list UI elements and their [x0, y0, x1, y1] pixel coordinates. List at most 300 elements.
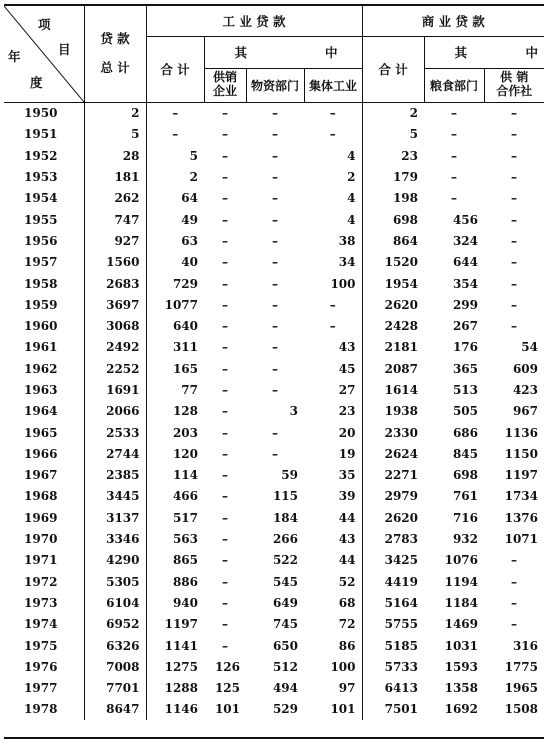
year-cell: 1954 — [4, 188, 84, 209]
supply-coop-cell: 54 — [521, 340, 538, 355]
supply-enterprise-cell: – — [222, 489, 228, 504]
year-cell: 1957 — [4, 252, 84, 273]
total-cell: 927 — [84, 230, 146, 251]
supply-enterprise-cell: – — [222, 340, 228, 355]
materials-dept-cell: 745 — [272, 617, 298, 632]
industrial-among-left: 其 — [234, 45, 248, 60]
supply-enterprise-cell: – — [222, 574, 228, 589]
year-cell: 1964 — [4, 401, 84, 422]
supply-coop-cell: – — [511, 170, 517, 185]
industrial-subtotal-cell: 640 — [172, 319, 198, 334]
supply-coop-cell: – — [511, 233, 517, 248]
table-row — [4, 209, 544, 230]
table-row — [4, 614, 544, 635]
year-cell: 1966 — [4, 443, 84, 464]
table-row — [4, 252, 544, 273]
table-row — [4, 656, 544, 677]
total-cell: 7008 — [84, 656, 146, 677]
year-cell: 1961 — [4, 337, 84, 358]
collective-industry-cell: 101 — [304, 699, 362, 720]
collective-industry-cell: 44 — [304, 507, 362, 528]
table-row — [4, 465, 544, 486]
total-cell: 8647 — [84, 699, 146, 720]
materials-dept-header: 物资部门 — [246, 68, 304, 102]
materials-dept-cell: – — [272, 233, 278, 248]
grain-dept-cell: 505 — [452, 404, 478, 419]
commercial-subtotal-header: 合 计 — [362, 36, 424, 102]
supply-enterprise-cell: – — [222, 425, 228, 440]
materials-dept-cell: – — [272, 276, 278, 291]
industrial-subtotal-cell: 1275 — [164, 659, 198, 674]
supply-enterprise-cell: – — [222, 170, 228, 185]
commercial-subtotal-cell: 5 — [409, 127, 418, 142]
table-row — [4, 379, 544, 400]
supply-coop-cell: 1136 — [504, 425, 538, 440]
supply-enterprise-cell: – — [222, 106, 228, 121]
table-row — [4, 528, 544, 549]
commercial-subtotal-cell: 3425 — [384, 553, 418, 568]
materials-dept-cell: – — [272, 340, 278, 355]
grain-dept-cell: 1031 — [444, 638, 478, 653]
supply-coop-cell: – — [511, 276, 517, 291]
industrial-subtotal-cell: 2 — [189, 170, 198, 185]
supply-coop-line2: 合作社 — [496, 84, 533, 98]
year-cell: 1960 — [4, 315, 84, 336]
table-row — [4, 102, 544, 124]
commercial-loans-header: 商 业 贷 款 — [362, 6, 544, 36]
corner-year-label: 年 — [8, 49, 21, 64]
industrial-subtotal-cell: 64 — [181, 191, 198, 206]
grain-dept-cell: – — [451, 106, 457, 121]
commercial-subtotal-cell: 5755 — [384, 617, 418, 632]
industrial-subtotal-cell: 49 — [181, 212, 198, 227]
total-cell: 1691 — [84, 379, 146, 400]
grain-dept-cell: 1184 — [444, 595, 478, 610]
supply-enterprise-cell: – — [222, 319, 228, 334]
commercial-subtotal-cell: 5185 — [384, 638, 418, 653]
year-cell: 1968 — [4, 486, 84, 507]
supply-coop-cell: – — [511, 148, 517, 163]
commercial-subtotal-cell: 2620 — [384, 510, 418, 525]
industrial-subtotal-cell: 886 — [172, 574, 198, 589]
table-row — [4, 145, 544, 166]
industrial-subtotal-cell: 517 — [172, 510, 198, 525]
year-cell: 1975 — [4, 635, 84, 656]
year-cell: 1973 — [4, 592, 84, 613]
table-row — [4, 443, 544, 464]
total-cell: 2683 — [84, 273, 146, 294]
corner-mu-label: 目 — [58, 42, 71, 57]
total-cell: 2066 — [84, 401, 146, 422]
collective-industry-header: 集体工业 — [304, 68, 362, 102]
industrial-subtotal-cell: – — [172, 127, 179, 142]
table-row — [4, 358, 544, 379]
supply-coop-cell: 316 — [512, 638, 538, 653]
materials-dept-cell: 522 — [272, 553, 298, 568]
grain-dept-cell: 267 — [452, 319, 478, 334]
materials-dept-cell: 649 — [272, 595, 298, 610]
grain-dept-cell: 1194 — [444, 574, 478, 589]
industrial-subtotal-cell: 5 — [189, 148, 198, 163]
total-cell: 4290 — [84, 550, 146, 571]
industrial-subtotal-cell: 865 — [172, 553, 198, 568]
table-row — [4, 635, 544, 656]
industrial-subtotal-cell: 63 — [181, 233, 198, 248]
materials-dept-cell: 529 — [272, 702, 298, 717]
total-loans-line1: 贷 款 — [100, 31, 130, 47]
materials-dept-cell: – — [272, 297, 278, 312]
supply-coop-cell: 1965 — [504, 681, 538, 696]
collective-industry-cell: 23 — [304, 401, 362, 422]
year-cell: 1978 — [4, 699, 84, 720]
industrial-subtotal-cell: 165 — [172, 361, 198, 376]
materials-dept-cell: – — [272, 170, 278, 185]
table-row — [4, 401, 544, 422]
supply-coop-cell: – — [511, 127, 517, 142]
year-cell: 1971 — [4, 550, 84, 571]
table-row — [4, 422, 544, 443]
grain-dept-cell: 324 — [452, 233, 478, 248]
industrial-subtotal-cell: 1146 — [164, 702, 198, 717]
commercial-subtotal-cell: 2 — [409, 106, 418, 121]
year-cell: 1972 — [4, 571, 84, 592]
total-cell: 3697 — [84, 294, 146, 315]
grain-dept-cell: 716 — [452, 510, 478, 525]
supply-enterprise-cell: – — [222, 255, 228, 270]
supply-enterprise-cell: – — [222, 297, 228, 312]
supply-coop-cell: 1376 — [504, 510, 538, 525]
total-cell: 3137 — [84, 507, 146, 528]
materials-dept-cell: – — [272, 446, 278, 461]
supply-coop-cell: – — [511, 595, 517, 610]
materials-dept-cell: – — [272, 148, 278, 163]
supply-enterprise-cell: – — [222, 532, 228, 547]
corner-du-label: 度 — [30, 75, 43, 90]
supply-enterprise-cell: 125 — [214, 681, 240, 696]
year-cell: 1962 — [4, 358, 84, 379]
materials-dept-cell: – — [272, 255, 278, 270]
materials-dept-cell: 115 — [272, 489, 298, 504]
total-cell: 5 — [84, 124, 146, 145]
materials-dept-cell: – — [272, 383, 278, 397]
collective-industry-cell: 19 — [304, 443, 362, 464]
industrial-subtotal-cell: 128 — [172, 404, 198, 419]
table-header — [4, 6, 544, 102]
collective-industry-cell: 2 — [304, 166, 362, 187]
year-cell: 1956 — [4, 230, 84, 251]
supply-coop-header — [484, 68, 544, 102]
commercial-subtotal-cell: 2330 — [384, 425, 418, 440]
collective-industry-cell: 27 — [304, 379, 362, 400]
materials-dept-cell: 184 — [272, 510, 298, 525]
grain-dept-cell: 686 — [452, 425, 478, 440]
grain-dept-cell: 299 — [452, 297, 478, 312]
commercial-among-left: 其 — [454, 45, 468, 60]
year-cell: 1958 — [4, 273, 84, 294]
collective-industry-cell: 43 — [304, 337, 362, 358]
year-cell: 1970 — [4, 528, 84, 549]
industrial-among-header — [204, 36, 362, 68]
table-row — [4, 294, 544, 315]
materials-dept-cell: – — [272, 212, 278, 227]
loan-table — [4, 6, 544, 720]
grain-dept-cell: 1358 — [444, 681, 478, 696]
collective-industry-cell: 86 — [304, 635, 362, 656]
year-cell: 1977 — [4, 678, 84, 699]
industrial-subtotal-cell: 940 — [172, 595, 198, 610]
industrial-subtotal-cell: 311 — [172, 340, 198, 355]
grain-dept-cell: 698 — [452, 468, 478, 483]
supply-coop-line1: 供 销 — [500, 70, 529, 85]
grain-dept-cell: – — [451, 127, 457, 142]
industrial-subtotal-header: 合 计 — [146, 36, 204, 102]
industrial-subtotal-cell: 1077 — [164, 297, 198, 312]
total-loans-header — [84, 6, 146, 102]
commercial-subtotal-cell: 1954 — [384, 276, 418, 291]
commercial-subtotal-cell: 1938 — [384, 404, 418, 419]
supply-enterprise-cell: – — [222, 361, 228, 376]
materials-dept-cell: – — [272, 127, 278, 142]
commercial-subtotal-cell: 698 — [392, 212, 418, 227]
commercial-subtotal-cell: 2979 — [384, 489, 418, 504]
table-body — [4, 102, 544, 720]
materials-dept-cell: 512 — [272, 659, 298, 674]
industrial-subtotal-cell: 1141 — [164, 638, 198, 653]
materials-dept-cell: 545 — [272, 574, 298, 589]
grain-dept-cell: 1593 — [444, 659, 478, 674]
commercial-among-right: 中 — [525, 45, 538, 60]
collective-industry-cell: – — [304, 102, 362, 124]
year-cell: 1950 — [4, 102, 84, 124]
total-cell: 28 — [84, 145, 146, 166]
supply-enterprise-cell: – — [222, 638, 228, 653]
supply-coop-cell: 1775 — [504, 659, 538, 674]
industrial-among-right: 中 — [324, 45, 338, 60]
supply-coop-cell: – — [511, 106, 517, 121]
year-cell: 1955 — [4, 209, 84, 230]
year-cell: 1959 — [4, 294, 84, 315]
commercial-subtotal-cell: 2181 — [384, 340, 418, 355]
supply-coop-cell: – — [511, 574, 517, 589]
supply-enterprise-cell: – — [222, 595, 228, 610]
materials-dept-cell: 3 — [289, 404, 298, 419]
commercial-subtotal-cell: 198 — [392, 191, 418, 206]
industrial-loans-header: 工 业 贷 款 — [146, 6, 362, 36]
table-row — [4, 166, 544, 187]
grain-dept-cell: 1692 — [444, 702, 478, 717]
grain-dept-cell: – — [451, 148, 457, 163]
industrial-subtotal-cell: 40 — [181, 255, 198, 270]
collective-industry-cell: 4 — [304, 209, 362, 230]
supply-enterprise-cell: – — [222, 191, 228, 206]
total-cell: 6104 — [84, 592, 146, 613]
year-cell: 1976 — [4, 656, 84, 677]
table-row — [4, 486, 544, 507]
collective-industry-cell: 4 — [304, 145, 362, 166]
industrial-subtotal-cell: 563 — [172, 532, 198, 547]
supply-coop-cell: – — [511, 319, 517, 334]
total-cell: 6952 — [84, 614, 146, 635]
collective-industry-cell: 44 — [304, 550, 362, 571]
total-cell: 3346 — [84, 528, 146, 549]
commercial-subtotal-cell: 2428 — [384, 319, 418, 334]
grain-dept-cell: 176 — [452, 340, 478, 355]
commercial-subtotal-cell: 2271 — [384, 468, 418, 483]
supply-coop-cell: 609 — [512, 361, 538, 376]
commercial-subtotal-cell: 1614 — [384, 383, 418, 397]
materials-dept-cell: 59 — [281, 468, 298, 483]
corner-item-label: 项 — [38, 17, 51, 32]
supply-coop-cell: 1150 — [504, 446, 538, 461]
total-cell: 3445 — [84, 486, 146, 507]
total-loans-line2: 总 计 — [100, 59, 130, 75]
table-row — [4, 273, 544, 294]
commercial-subtotal-cell: 2624 — [384, 446, 418, 461]
materials-dept-cell: – — [272, 106, 278, 121]
collective-industry-cell: 97 — [304, 678, 362, 699]
supply-enterprise-cell: – — [222, 553, 228, 568]
supply-coop-cell: – — [511, 553, 517, 568]
commercial-subtotal-cell: 864 — [392, 233, 418, 248]
total-cell: 181 — [84, 166, 146, 187]
industrial-subtotal-cell: – — [172, 106, 179, 121]
commercial-among-header — [424, 36, 544, 68]
year-cell: 1974 — [4, 614, 84, 635]
supply-coop-cell: 967 — [512, 404, 538, 419]
collective-industry-cell: 43 — [304, 528, 362, 549]
industrial-subtotal-cell: 77 — [181, 383, 198, 397]
commercial-subtotal-cell: 5733 — [384, 659, 418, 674]
industrial-subtotal-cell: 114 — [172, 468, 198, 483]
table-row — [4, 699, 544, 720]
materials-dept-cell: – — [272, 361, 278, 376]
grain-dept-cell: – — [451, 170, 457, 185]
total-cell: 747 — [84, 209, 146, 230]
collective-industry-cell: 4 — [304, 188, 362, 209]
supply-enterprise-cell: – — [222, 468, 228, 483]
corner-header — [4, 6, 84, 102]
year-cell: 1965 — [4, 422, 84, 443]
commercial-subtotal-cell: 7501 — [384, 702, 418, 717]
materials-dept-cell: 494 — [272, 681, 298, 696]
commercial-subtotal-cell: 6413 — [384, 681, 418, 696]
bottom-rule — [4, 737, 544, 739]
supply-enterprise-cell: – — [222, 148, 228, 163]
commercial-subtotal-cell: 2783 — [384, 532, 418, 547]
materials-dept-cell: – — [272, 191, 278, 206]
supply-enterprise-cell: – — [222, 127, 228, 142]
supply-enterprise-cell: – — [222, 233, 228, 248]
total-cell: 1560 — [84, 252, 146, 273]
collective-industry-cell: – — [304, 294, 362, 315]
year-cell: 1951 — [4, 124, 84, 145]
table-row — [4, 571, 544, 592]
supply-enterprise-header — [204, 68, 246, 102]
supply-coop-cell: – — [511, 617, 517, 632]
table-row — [4, 188, 544, 209]
industrial-subtotal-cell: 1197 — [164, 617, 198, 632]
commercial-subtotal-cell: 4419 — [384, 574, 418, 589]
materials-dept-cell: – — [272, 425, 278, 440]
year-cell: 1969 — [4, 507, 84, 528]
grain-dept-cell: 1469 — [444, 617, 478, 632]
supply-coop-cell: 1197 — [504, 468, 538, 483]
collective-industry-cell: 100 — [304, 273, 362, 294]
commercial-subtotal-cell: 1520 — [384, 255, 418, 270]
supply-enterprise-cell: 126 — [214, 659, 240, 674]
collective-industry-cell: 34 — [304, 252, 362, 273]
supply-coop-cell: – — [511, 255, 517, 270]
materials-dept-cell: 266 — [272, 532, 298, 547]
grain-dept-cell: 761 — [452, 489, 478, 504]
grain-dept-cell: 644 — [452, 255, 478, 270]
grain-dept-cell: 932 — [452, 532, 478, 547]
supply-coop-cell: – — [511, 191, 517, 206]
collective-industry-cell: – — [304, 124, 362, 145]
total-cell: 5305 — [84, 571, 146, 592]
collective-industry-cell: 68 — [304, 592, 362, 613]
industrial-subtotal-cell: 729 — [172, 276, 198, 291]
table-row — [4, 124, 544, 145]
collective-industry-cell: 35 — [304, 465, 362, 486]
supply-coop-cell: 1071 — [504, 532, 538, 547]
commercial-subtotal-cell: 23 — [401, 148, 418, 163]
collective-industry-cell: – — [304, 315, 362, 336]
commercial-subtotal-cell: 2620 — [384, 297, 418, 312]
supply-coop-cell: – — [511, 297, 517, 312]
total-cell: 262 — [84, 188, 146, 209]
supply-enterprise-cell: – — [222, 212, 228, 227]
supply-coop-cell: 1734 — [504, 489, 538, 504]
industrial-subtotal-cell: 466 — [172, 489, 198, 504]
materials-dept-cell: 650 — [272, 638, 298, 653]
total-cell: 6326 — [84, 635, 146, 656]
grain-dept-cell: 513 — [452, 383, 478, 397]
industrial-subtotal-cell: 120 — [172, 446, 198, 461]
supply-enterprise-line1: 供销 — [212, 70, 237, 85]
grain-dept-cell: 456 — [452, 212, 478, 227]
total-cell: 2 — [84, 102, 146, 124]
total-cell: 2252 — [84, 358, 146, 379]
grain-dept-cell: 1076 — [444, 553, 478, 568]
industrial-subtotal-cell: 203 — [172, 425, 198, 440]
supply-coop-cell: – — [511, 212, 517, 227]
collective-industry-cell: 38 — [304, 230, 362, 251]
grain-dept-cell: – — [451, 191, 457, 206]
collective-industry-cell: 100 — [304, 656, 362, 677]
collective-industry-cell: 52 — [304, 571, 362, 592]
table-row — [4, 678, 544, 699]
commercial-subtotal-cell: 179 — [392, 170, 418, 185]
grain-dept-cell: 354 — [452, 276, 478, 291]
commercial-subtotal-cell: 5164 — [384, 595, 418, 610]
total-cell: 3068 — [84, 315, 146, 336]
materials-dept-cell: – — [272, 319, 278, 334]
total-cell: 7701 — [84, 678, 146, 699]
table-row — [4, 230, 544, 251]
table-row — [4, 507, 544, 528]
table-row — [4, 592, 544, 613]
supply-enterprise-cell: – — [222, 383, 228, 397]
supply-coop-cell: 1508 — [504, 702, 538, 717]
total-cell: 2492 — [84, 337, 146, 358]
year-cell: 1953 — [4, 166, 84, 187]
total-cell: 2744 — [84, 443, 146, 464]
collective-industry-cell: 72 — [304, 614, 362, 635]
supply-enterprise-cell: – — [222, 446, 228, 461]
year-cell: 1952 — [4, 145, 84, 166]
grain-dept-cell: 845 — [452, 446, 478, 461]
